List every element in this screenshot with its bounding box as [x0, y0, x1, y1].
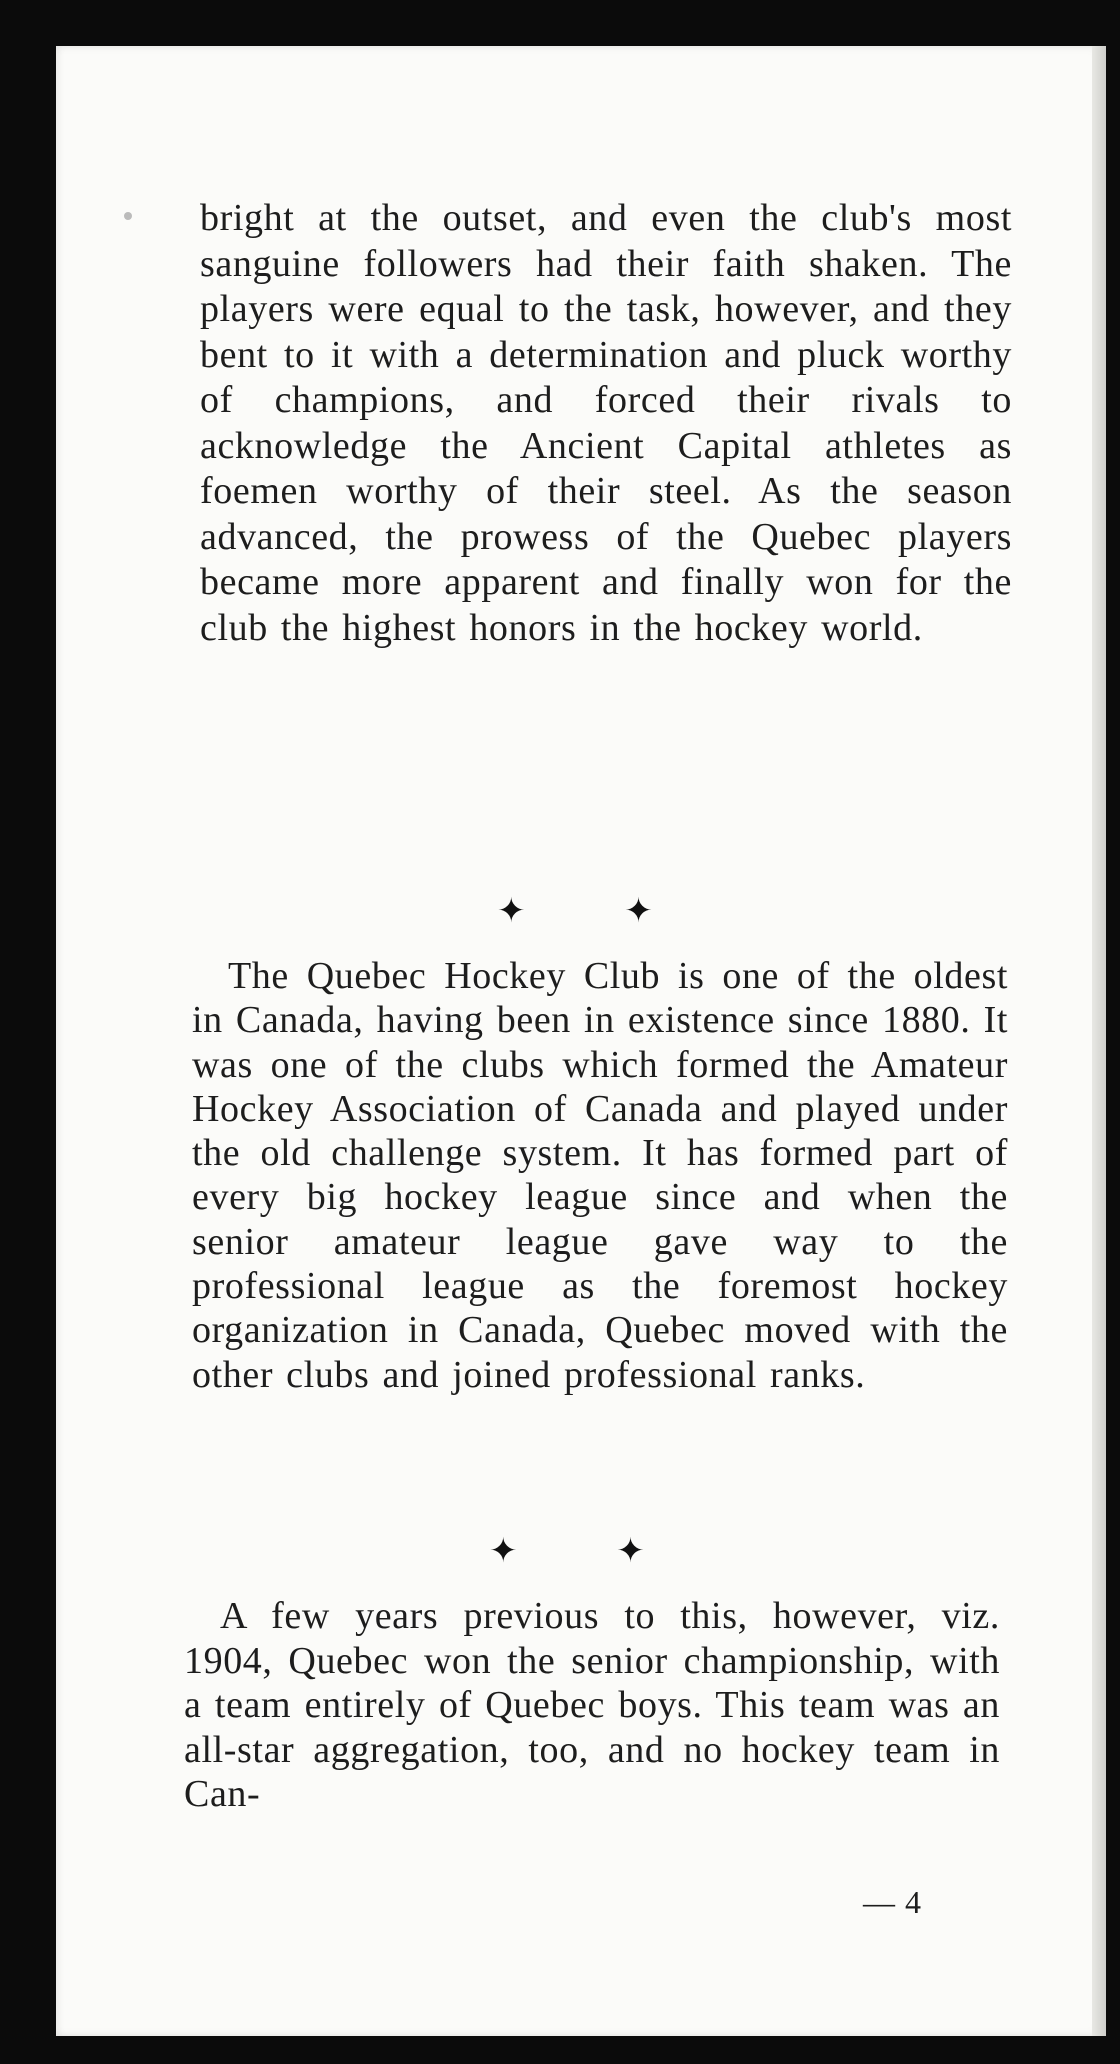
paragraph-1: [200, 196, 1012, 651]
paragraph-3: [184, 1594, 1000, 1817]
paper-speck: [124, 212, 132, 220]
ornament-divider-2: ✦ ✦: [489, 1531, 689, 1571]
ornament-divider-1: ✦ ✦: [497, 891, 697, 931]
paragraph-1-text: bright at the outset, and even the club's most sanguine followers had their faith shaken. The players were equal to the task, however, and they bent to it with a determination and pluck worthy of champions, and forced their rivals to acknowledge the Ancient Capital athletes as foemen worthy of their steel. As the season advanced, the prowess of the Quebec players became more apparent and finally won for the club the highest honors in the hockey world.: [200, 197, 1012, 649]
paragraph-2: [192, 954, 1008, 1397]
paragraph-3-text: A few years previous to this, however, viz. 1904, Quebec won the senior championship, with a team entirely of Quebec boys. This team was an all-star aggregation, too, and no hockey team in Can-: [184, 1595, 1000, 1815]
page-number: — 4: [863, 1884, 922, 1920]
paragraph-2-text: The Quebec Hockey Club is one of the oldest in Canada, having been in existence since 1880. It was one of the clubs which formed the Amateur Hockey Association of Canada and played under the old challenge system. It has formed part of every big hockey league since and when the senior amateur league gave way to the professional league as the foremost hockey organization in Canada, Quebec moved with the other clubs and joined professional ranks.: [192, 955, 1008, 1396]
page-edge-shadow: [1092, 46, 1106, 2036]
book-page: [56, 46, 1106, 2036]
